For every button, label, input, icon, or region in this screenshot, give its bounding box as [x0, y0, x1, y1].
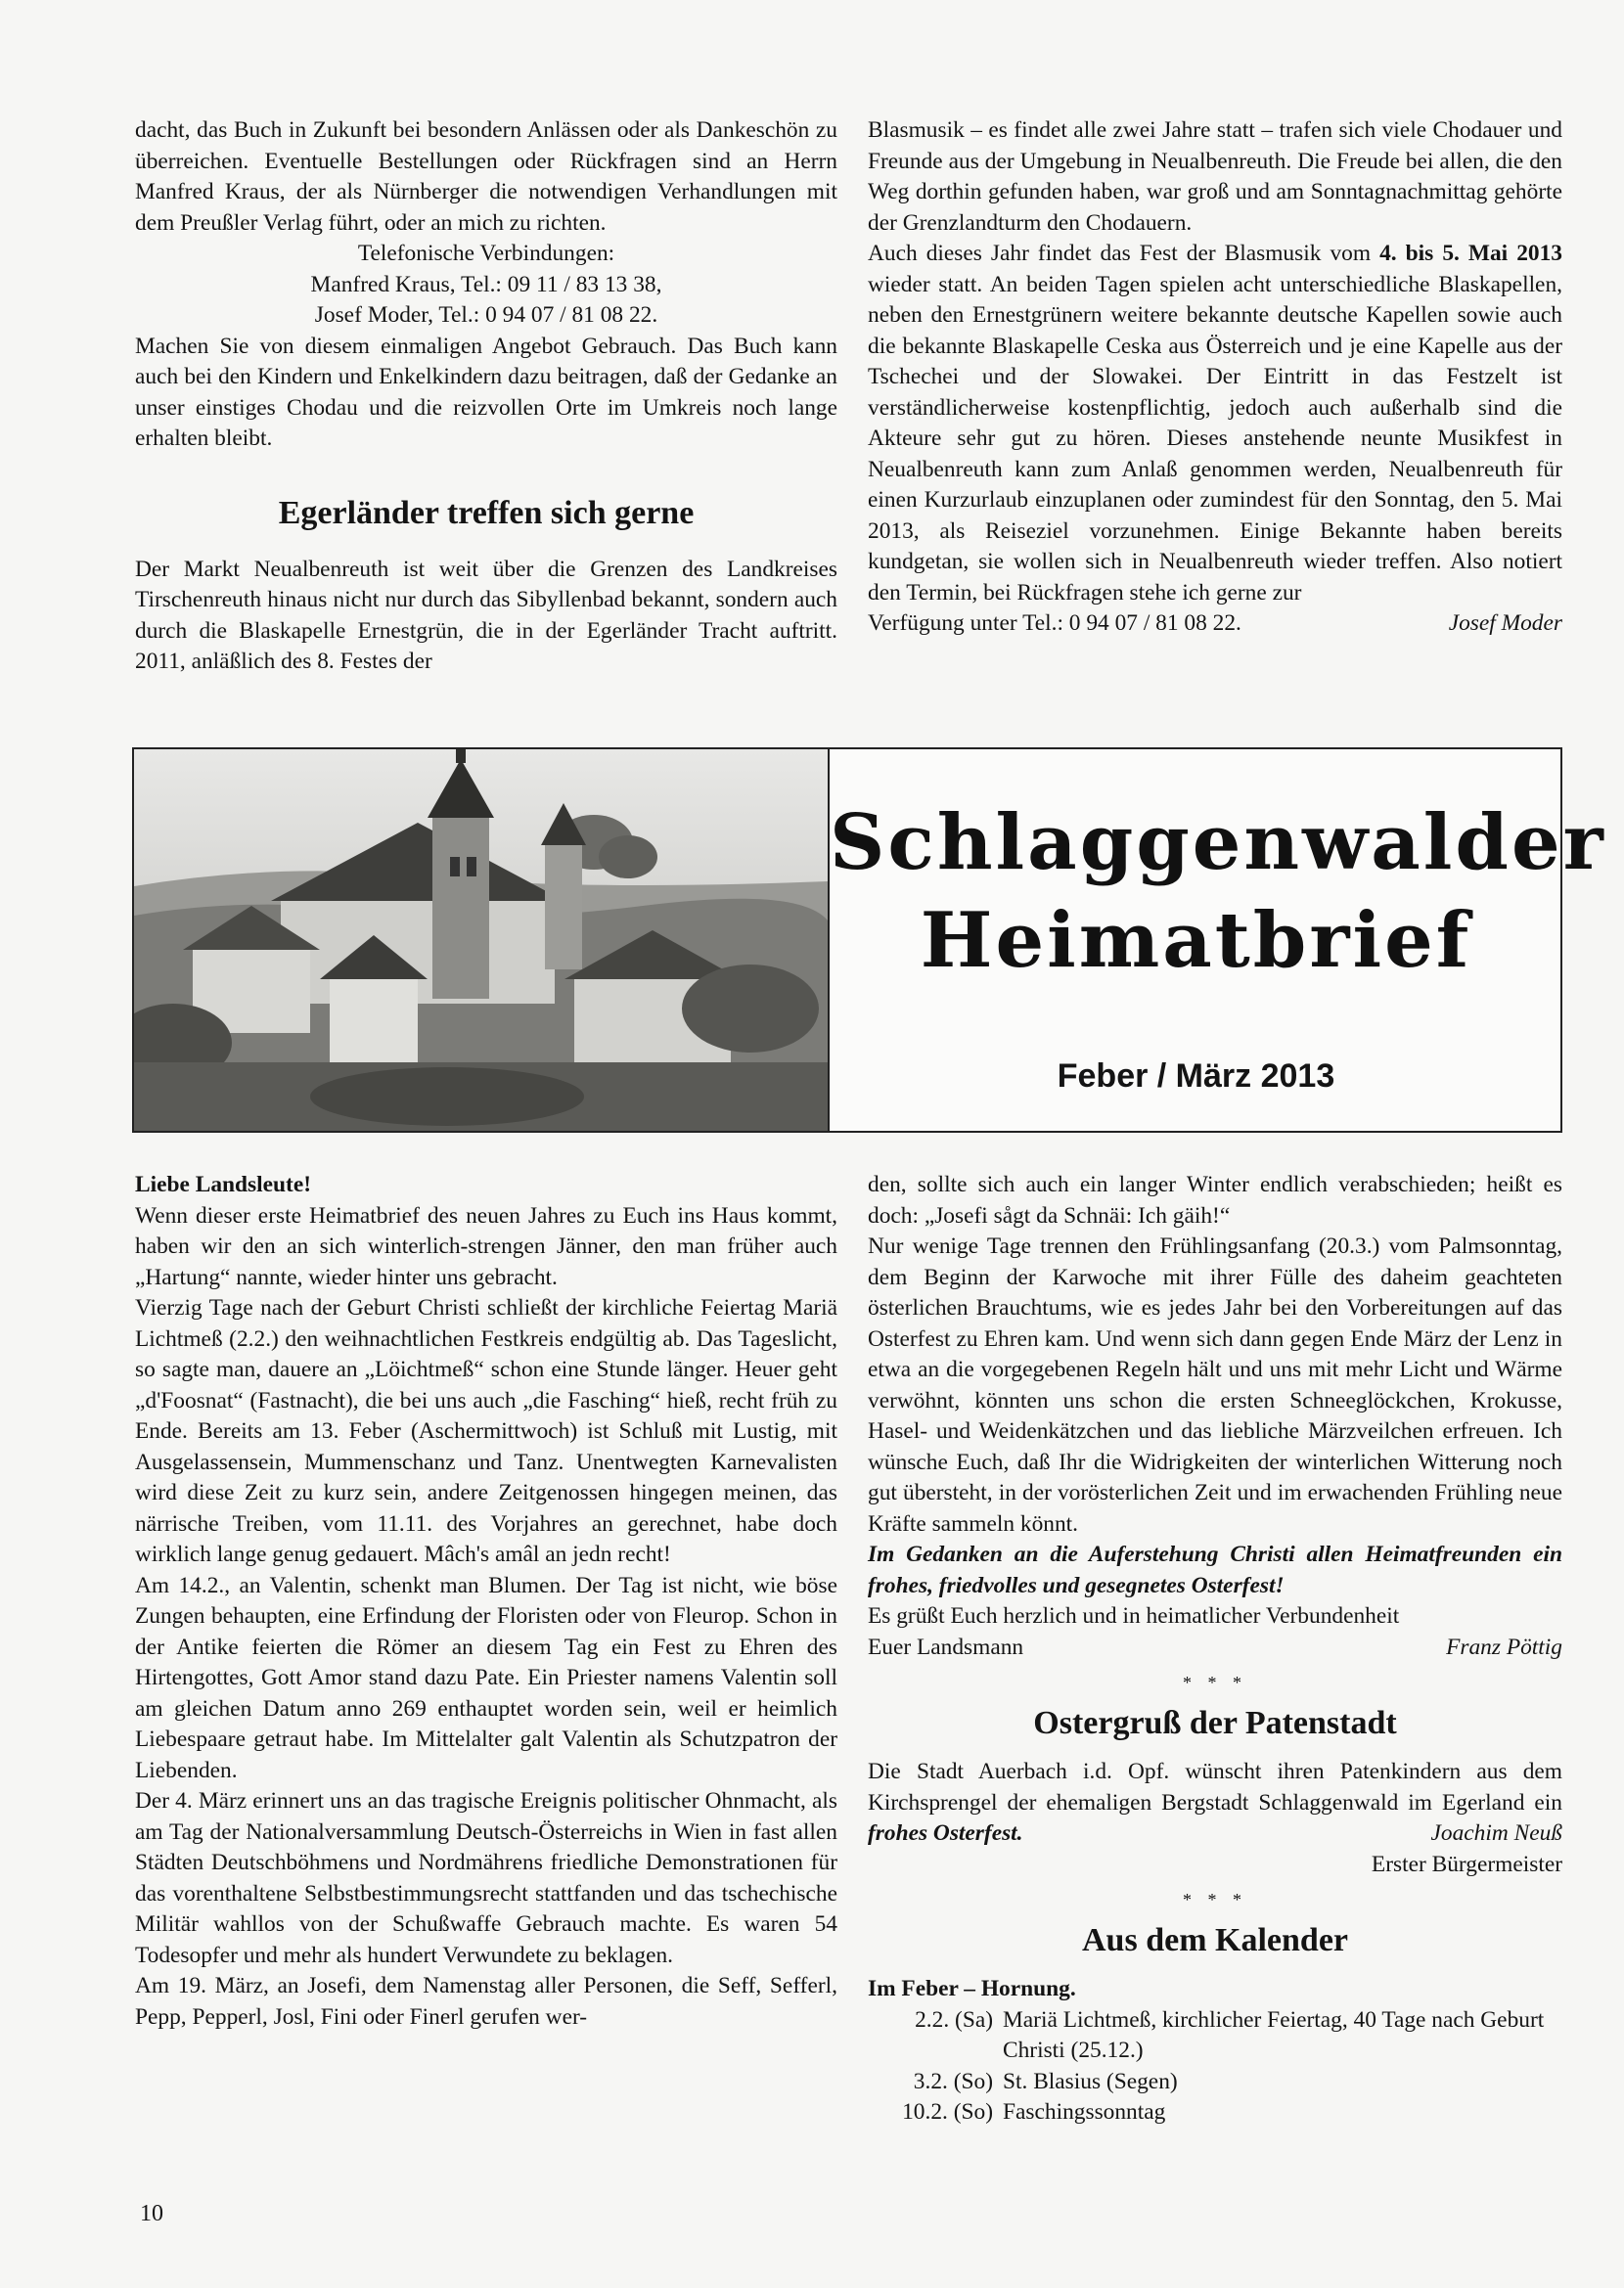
closing-signature-line: Euer Landsmann Franz Pöttig: [868, 1633, 1562, 1664]
signature-josef-moder: Josef Moder: [1448, 610, 1562, 636]
letter-paragraph: Vierzig Tage nach der Geburt Christi schließt der kirchliche Feiertag Mariä Lichtmeß (2.2.) den weihnachtlichen Festkreis endgültig ab. Das Tageslicht, so sagte man, dauere an „Löichtmeß“ schon eine Stunde länger. Heuer geht „d'Foosnat“ (Fastnacht), die bei uns auch „die Fasching“ hieß, recht früh zu Ende. Bereits am 13. Feber (Aschermittwoch) ist Schluß mit Lustig, mit Ausgelassensein, Mummenschanz und Tanz. Unentwegten Karnevalisten wird diese Zeit zu kurz sein, andere Zeitgenossen hingegen meinen, das närrische Treiben, vom 11.11. des Vorjahres an gerechnet, habe doch wirklich lange genug gedauert. Mâch's amâl an jedn recht!: [135, 1295, 837, 1567]
easter-wish: Im Gedanken an die Auferstehung Christi allen Heimatfreunden ein frohes, friedvolles und gesegnetes Osterfest!: [868, 1542, 1562, 1598]
section-divider: * * *: [1183, 1890, 1247, 1909]
contact-signature-line: Verfügung unter Tel.: 0 94 07 / 81 08 22. Josef Moder: [868, 608, 1562, 640]
letter-paragraph: Am 19. März, an Josefi, dem Namenstag aller Personen, die Seff, Sefferl, Pepp, Pepperl, Josl, Fini oder Finerl gerufen wer-: [135, 1973, 837, 2030]
signature-joachim-neuss: Joachim Neuß: [1430, 1820, 1562, 1846]
section-divider: * * *: [1183, 1673, 1247, 1692]
article-column-bottom-right: [868, 1170, 1562, 2129]
signature-role: Erster Bürgermeister: [1371, 1851, 1562, 1877]
book-order-paragraph: dacht, das Buch in Zukunft bei besondern Anlässen oder als Dankeschön zu überreichen. Eventuelle Bestellungen oder Rückfragen sind an Herrn Manfred Kraus, der als Nürnberger die notwendigen Verhandlungen mit dem Preußler Verlag führt, oder an mich zu richten.: [135, 117, 837, 236]
article-heading-ostergruss: Ostergruß der Patenstadt: [1033, 1705, 1397, 1741]
festival-dates: 4. bis 5. Mai 2013: [1379, 241, 1562, 266]
masthead-title-line-1: Schlaggenwalder: [830, 798, 1606, 887]
masthead-title-line-2: Heimatbrief: [920, 896, 1472, 985]
article-column-top-left: [135, 115, 837, 678]
masthead-banner: [132, 747, 1606, 1133]
closing-text: Es grüßt Euch herzlich und in heimatlicher Verbundenheit: [868, 1603, 1400, 1629]
neualbenreuth-paragraph: Der Markt Neualbenreuth ist weit über die Grenzen des Landkreises Tirschenreuth hinaus nicht nur durch das Sibyllenbad bekannt, sondern auch durch die Blaskapelle Ernestgrün, die in der Egerländer Tracht auftritt. 2011, anläßlich des 8. Festes der: [135, 556, 837, 674]
blasmusik-paragraph: Blasmusik – es findet alle zwei Jahre statt – trafen sich viele Chodauer und Freunde aus der Umgebung in Neualbenreuth. Die Freude bei allen, die den Weg dorthin gefunden haben, war groß und am Sonntagnachmittag gehörte der Grenzlandturm den Chodauern.: [868, 117, 1562, 236]
offer-paragraph: Machen Sie von diesem einmaligen Angebot Gebrauch. Das Buch kann auch bei den Kindern und Enkelkindern dazu beitragen, daß der Gedanke an unser einstiges Chodau und die reizvollen Orte im Umkreis noch lange erhalten bleibt.: [135, 333, 837, 451]
letter-paragraph: Der 4. März erinnert uns an das tragische Ereignis politischer Ohnmacht, als am Tag der Nationalversammlung Deutsch-Österreichs in Wien in fast allen Städten Deutschböhmens und Nordmährens friedliche Demonstrationen für das vorenthaltene Selbstbestimmungsrecht stattfanden und das tschechische Militär wahllos von der Schußwaffe Gebrauch machte. Es waren 54 Todesopfer und mehr als hundert Verwundete zu beklagen.: [135, 1788, 837, 1968]
phone-title: Telefonische Verbindungen:: [357, 241, 615, 266]
church-town-image: [134, 749, 828, 1131]
calendar-entry: 10.2. (So) Faschingssonntag: [902, 2099, 1166, 2125]
letter-paragraph: den, sollte sich auch ein langer Winter endlich verabschieden; heißt es doch: „Josefi sågt da Schnäi: Ich gäih!“: [868, 1172, 1562, 1229]
calendar-month-title: Im Feber – Hornung.: [868, 1976, 1076, 2001]
page-number: 10: [140, 2201, 163, 2226]
phone-line-kraus: Manfred Kraus, Tel.: 09 11 / 83 13 38,: [310, 271, 662, 297]
letter-paragraph: Nur wenige Tage trennen den Frühlingsanfang (20.3.) vom Palmsonntag, dem Beginn der Karwoche mit ihrer Fülle des daheim geachteten österlichen Brauchtums, wie es jedes Jahr bei den Vorbereitungen auf das Osterfest zu Ehren kam. Und wenn sich dann gegen Ende März der Lenz in etwa an die vorgegebenen Regeln hält und uns mit mehr Licht und Wärme verwöhnt, könnten uns schon die ersten Schneeglöckchen, Krokusse, Hasel- und Weidenkätzchen und das liebliche Märzveilchen erfreuen. Ich wünsche Euch, daß Ihr die Widrigkeiten der winterlichen Witterung noch gut übersteht, in der vorösterlichen Zeit und im erwachenden Frühling neue Kräfte sammeln könnt.: [868, 1234, 1562, 1537]
festival-paragraph: Auch dieses Jahr findet das Fest der Blasmusik vom 4. bis 5. Mai 2013 wieder statt. An beiden Tagen spielen acht unterschiedliche Blaskapellen, neben den Ernestgrünern weitere bekannte deutsche Kapellen sowie auch die bekannte Blaskapelle Ceska aus Österreich und je eine Kapelle aus der Tschechei und der Slowakei. Der Eintritt in das Festzelt ist verständlicherweise kostenpflichtig, jedoch auch außerhalb sind die Akteure sehr gut zu hören. Dieses anstehende neunte Musikfest in Neualbenreuth kann zum Anlaß genommen werden, Neualbenreuth für einen Kurzurlaub einzuplanen oder zumindest für den Sonntag, den 5. Mai 2013, als Reiseziel vorzunehmen. Einige Bekannte haben bereits kundgetan, sie wollen sich in Neualbenreuth wieder treffen. Also notiert den Termin, bei Rückfragen stehe ich gerne zur: [868, 241, 1562, 606]
town-photo: [134, 749, 830, 1131]
patenstadt-paragraph: Die Stadt Auerbach i.d. Opf. wünscht ihren Patenkindern aus dem Kirchsprengel der ehemaligen Bergstadt Schlaggenwald im Egerland ein frohes Osterfest.: [868, 1759, 1562, 1846]
letter-paragraph: Wenn dieser erste Heimatbrief des neuen Jahres zu Euch ins Haus kommt, haben wir den an sich winterlich-strengen Jänner, den man früher auch „Hartung“ nannte, wieder hinter uns gebracht.: [135, 1202, 837, 1290]
phone-line-moder: Josef Moder, Tel.: 0 94 07 / 81 08 22.: [314, 302, 658, 328]
issue-date: Feber / März 2013: [1057, 1057, 1335, 1095]
article-heading-egerlaender: Egerländer treffen sich gerne: [278, 494, 695, 531]
greeting: Liebe Landsleute!: [135, 1172, 311, 1197]
article-column-top-right: [868, 115, 1562, 640]
article-column-bottom-left: [135, 1170, 837, 2033]
article-heading-kalender: Aus dem Kalender: [1082, 1922, 1348, 1958]
calendar-entry: 2.2. (Sa) Mariä Lichtmeß, kirchlicher Feiertag, 40 Tage nach Geburt Christi (25.12.): [915, 2006, 1545, 2063]
signature-franz-poettig: Franz Pöttig: [1446, 1634, 1562, 1660]
calendar-entry: 3.2. (So) St. Blasius (Segen): [913, 2068, 1178, 2094]
letter-paragraph: Am 14.2., an Valentin, schenkt man Blumen. Der Tag ist nicht, wie böse Zungen behaupten, eine Erfindung der Floristen oder von Fleurop. Schon in der Antike feierten die Römer an diesem Tag ein Fest zu Ehren des Hirtengottes, Gott Amor stand dazu Pate. Ein Priester namens Valentin soll am gleichen Datum anno 269 enthauptet worden sein, weil er heimlich Liebespaare getraut habe. Im Mittelalter galt Valentin als Schutzpatron der Liebenden.: [135, 1572, 837, 1783]
